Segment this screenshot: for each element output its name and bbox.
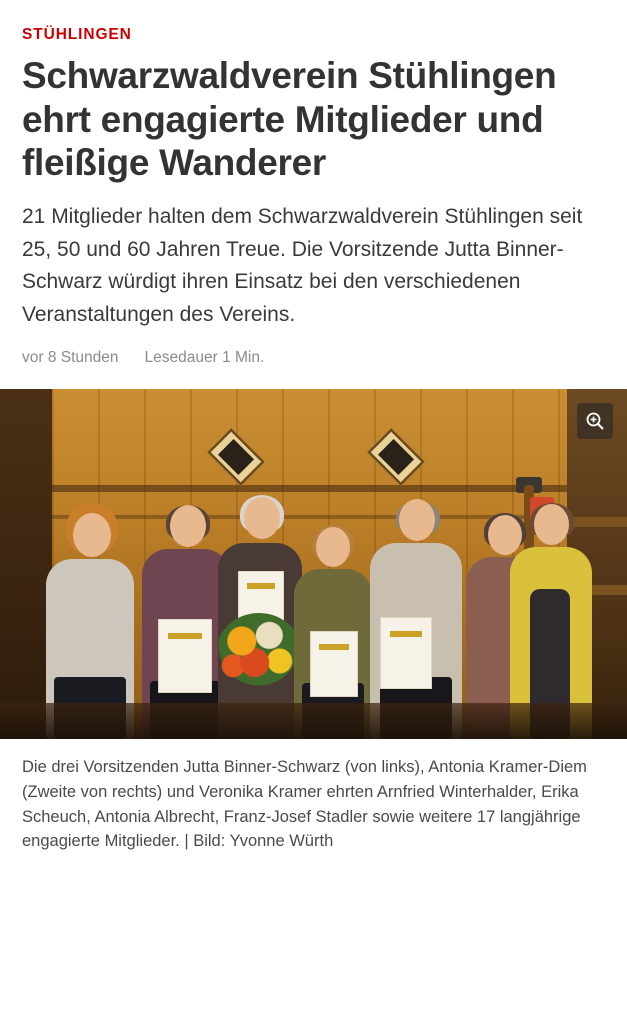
article-kicker[interactable]: STÜHLINGEN: [22, 26, 132, 43]
photo-certificate: [158, 619, 212, 693]
photo-person-5: [364, 483, 468, 739]
photo-certificate: [380, 617, 432, 689]
photo-person-head: [170, 505, 206, 547]
article-header: [0, 0, 627, 389]
image-caption: Die drei Vorsitzenden Jutta Binner-Schwarz (von links), Antonia Kramer-Diem (Zweite von rechts) und Veronika Kramer ehrten Arnfried Winterhalder, Erika Scheuch, Antonia Albrecht, Franz-Josef Stadler sowie weitere 17 langjährige engagierte Mitglieder. | Bild: Yvonne Würth: [22, 758, 587, 851]
article-meta: [22, 349, 605, 389]
magnifier-plus-icon[interactable]: [577, 403, 613, 439]
article-image[interactable]: [0, 389, 627, 739]
photo-person-head: [399, 499, 435, 541]
page-title: Schwarzwaldverein Stühlingen ehrt engagierte Mitglieder und fleißige Wanderer: [22, 55, 557, 184]
photo-person-head: [73, 513, 111, 557]
photo-floor: [0, 703, 627, 739]
article-standfirst: 21 Mitglieder halten dem Schwarzwaldverein Stühlingen seit 25, 50 und 60 Jahren Treue. Die Vorsitzende Jutta Binner-Schwarz würdigt ihren Einsatz bei den verschiedenen Veranstaltungen des Vereins.: [22, 204, 583, 326]
photo-person-head: [244, 497, 280, 539]
reading-time: Lesedauer 1 Min.: [144, 349, 265, 367]
photo-certificate: [310, 631, 358, 697]
photo-person-7: [508, 491, 596, 739]
photo-door-beam: [52, 485, 567, 492]
photo-person-head: [534, 504, 569, 545]
photo-person-head: [316, 527, 350, 567]
publish-time: vor 8 Stunden: [22, 349, 119, 367]
photo-backdrop: [0, 389, 627, 739]
